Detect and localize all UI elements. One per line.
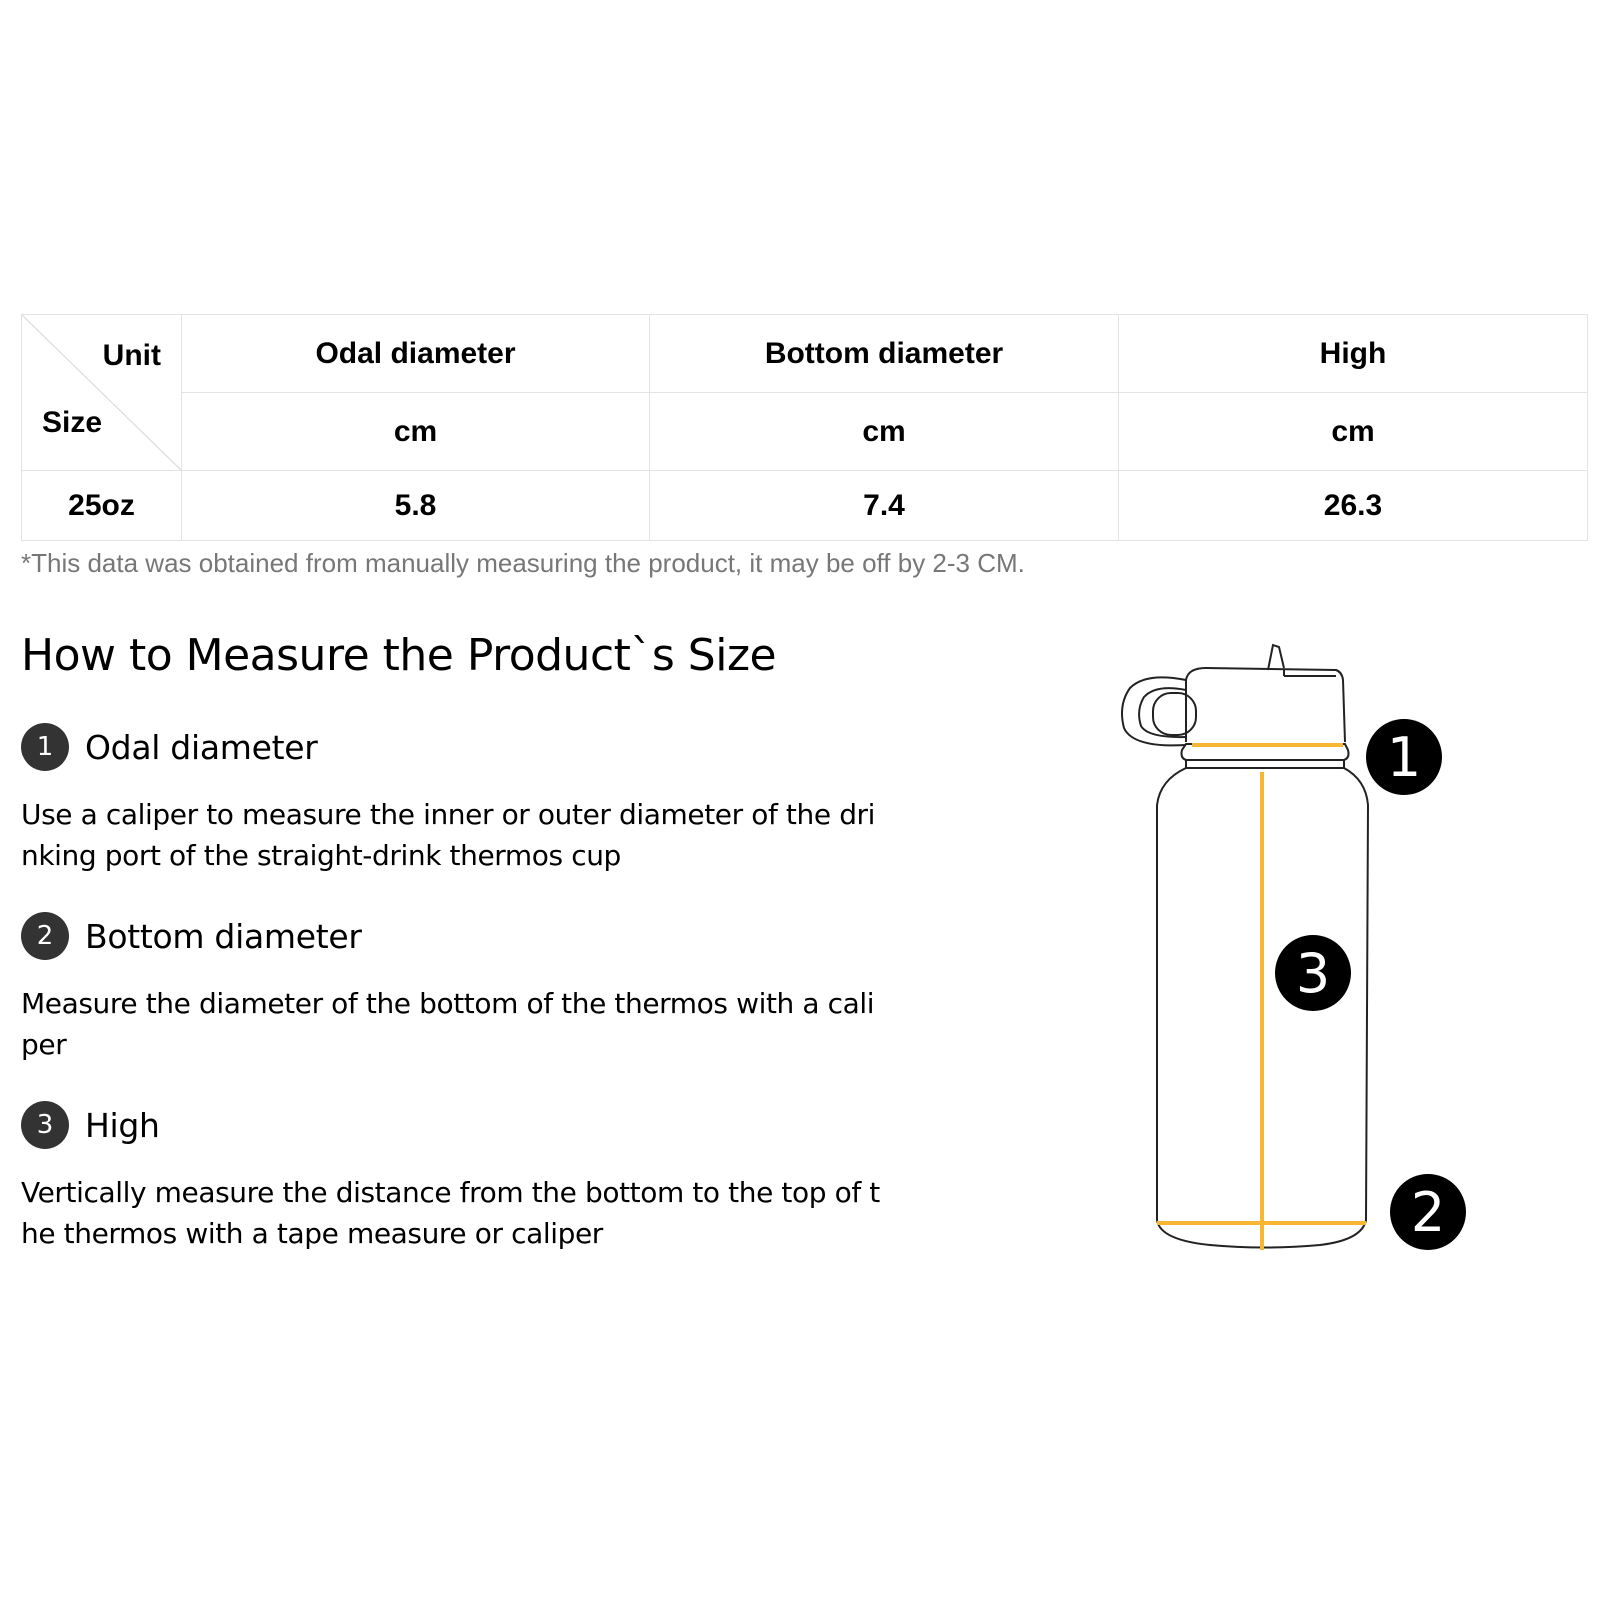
callout-2 bbox=[1390, 1174, 1466, 1250]
unit-row bbox=[22, 393, 1588, 471]
step-header bbox=[21, 1100, 901, 1150]
step-title: High bbox=[85, 1105, 160, 1145]
header-row bbox=[22, 315, 1588, 393]
thermos-bottle-diagram bbox=[1100, 630, 1480, 1270]
step-description: Measure the diameter of the bottom of the thermos with a cali per bbox=[21, 987, 875, 1061]
how-to-title: How to Measure the Product`s Size bbox=[21, 630, 777, 681]
size-table bbox=[21, 314, 1588, 541]
unit-label: Unit bbox=[102, 339, 161, 372]
step-title: Bottom diameter bbox=[85, 916, 362, 956]
step-high bbox=[21, 1100, 901, 1254]
step-bottom-diameter bbox=[21, 911, 901, 1065]
callout-2-number: 2 bbox=[1410, 1181, 1446, 1244]
step-number-badge: 3 bbox=[21, 1101, 69, 1149]
step-title: Odal diameter bbox=[85, 727, 318, 767]
callout-3 bbox=[1275, 935, 1351, 1011]
value-cell-high: 26.3 bbox=[1119, 471, 1588, 541]
size-label: Size bbox=[42, 406, 103, 439]
unit-cell-odal-diameter: cm bbox=[182, 393, 650, 471]
measurement-note: *This data was obtained from manually measuring the product, it may be off by 2-3 CM. bbox=[21, 548, 1025, 578]
step-header bbox=[21, 911, 901, 961]
column-header-bottom-diameter: Bottom diameter bbox=[650, 315, 1119, 393]
step-number-badge: 2 bbox=[21, 912, 69, 960]
callout-3-number: 3 bbox=[1295, 942, 1331, 1005]
column-header-odal-diameter: Odal diameter bbox=[182, 315, 650, 393]
step-description: Vertically measure the distance from the bottom to the top of t he thermos with a tape measure or caliper bbox=[21, 1176, 880, 1250]
unit-cell-high: cm bbox=[1119, 393, 1588, 471]
callout-1-number: 1 bbox=[1386, 726, 1422, 789]
table-row bbox=[22, 471, 1588, 541]
unit-size-corner-cell bbox=[22, 315, 182, 471]
unit-cell-bottom-diameter: cm bbox=[650, 393, 1119, 471]
column-header-high: High bbox=[1119, 315, 1588, 393]
value-cell-bottom-diameter: 7.4 bbox=[650, 471, 1119, 541]
step-description: Use a caliper to measure the inner or outer diameter of the dri nking port of the straight-drink thermos cup bbox=[21, 798, 876, 872]
step-odal-diameter bbox=[21, 722, 901, 876]
step-header bbox=[21, 722, 901, 772]
size-cell: 25oz bbox=[22, 471, 182, 541]
step-number-badge: 1 bbox=[21, 723, 69, 771]
callout-1 bbox=[1366, 719, 1442, 795]
value-cell-odal-diameter: 5.8 bbox=[182, 471, 650, 541]
